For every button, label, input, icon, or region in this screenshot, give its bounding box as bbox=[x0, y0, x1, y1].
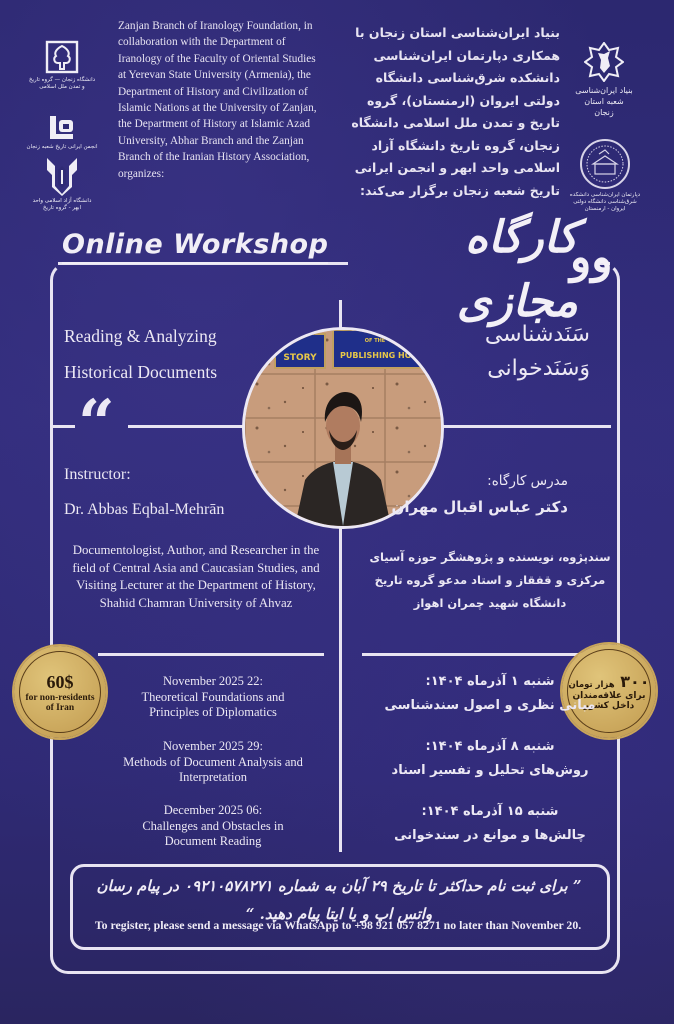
instructor-fa-name: دکتر عباس اقبال مهران bbox=[391, 498, 568, 516]
title-decorative-comma: وو bbox=[570, 232, 613, 283]
subtitle-persian bbox=[440, 318, 590, 386]
logo-caption: دپارتمان ایران‌شناسی دانشکده شرق‌شناسی دانشگاه دولتی ایروان - ارمنستان bbox=[569, 192, 641, 212]
fee-international-amount: 60$ bbox=[46, 671, 74, 692]
subtitle-fa-line1: سَنَدشناسی bbox=[484, 322, 590, 347]
organizers-english: Zanjan Branch of Iranology Foundation, in collaboration with the Department of Iranology of the Faculty of Oriental Studies at Yerevan State University (Armenia), the Department of History and Civilization of Islamic Nations at the University of Zanjan, the Department of History at Islamic Azad University, Abhar Branch and the Zanjan Branch of the Iranian History Association, organizes: bbox=[118, 20, 317, 180]
logo-iranology-foundation bbox=[574, 42, 634, 118]
logo-caption: دانشگاه آزاد اسلامی واحد ابهر - گروه تاریخ bbox=[32, 198, 92, 211]
registration-english: To register, please send a message via WhatsApp to +98 921 057 8271 no later than November 20. bbox=[94, 918, 582, 932]
instructor-persian bbox=[348, 468, 568, 520]
instructor-bio: Documentologist, Author, and Researcher in the field of Central Asia and Caucasian Studies, and Visiting Lecturer at the Department of History, Shahid Chamran University of Ahvaz bbox=[72, 543, 320, 610]
session-fa-2 bbox=[360, 735, 620, 783]
fee-domestic-amount: ۳۰۰ bbox=[620, 671, 650, 691]
center-divider-lower bbox=[339, 524, 342, 852]
divider-left-sessions bbox=[98, 653, 324, 656]
subtitle-fa-line2: وَسَنَدخوانی bbox=[487, 356, 590, 381]
fee-domestic-line1: برای علاقه‌مندان bbox=[572, 690, 646, 701]
instructor-label: Instructor: bbox=[64, 466, 131, 483]
session-en-3 bbox=[88, 803, 338, 850]
session-topic: مبانی نظری و اصول سندشناسی bbox=[384, 698, 596, 713]
session-date: November 2025 29: bbox=[163, 739, 263, 753]
title-english: Online Workshop bbox=[62, 228, 328, 264]
divider-right-upper bbox=[436, 425, 611, 428]
sign-left-text: STORY bbox=[283, 353, 317, 363]
session-fa-1 bbox=[360, 670, 620, 718]
session-en-1 bbox=[88, 674, 338, 721]
session-date: شنبه ۱۵ آذرماه ۱۴۰۴: bbox=[421, 804, 559, 819]
subtitle-en-line1: Reading & Analyzing bbox=[64, 326, 217, 346]
quote-mark-icon: “ bbox=[78, 386, 115, 461]
instructor-fa-bio: سندپژوه، نویسنده و پژوهشگر حوزه آسیای مرکزی و قفقاز و استاد مدعو گروه تاریخ دانشگاه شهید چمران اهواز bbox=[369, 550, 611, 610]
logo-yerevan-state-university bbox=[570, 138, 640, 213]
session-topic: Challenges and Obstacles in Document Reading bbox=[142, 818, 284, 848]
divider-right-sessions bbox=[362, 653, 588, 656]
session-date: شنبه ۸ آذرماه ۱۴۰۴: bbox=[425, 739, 555, 754]
sign-right-top-text: OF THE bbox=[364, 338, 386, 344]
session-topic: چالش‌ها و موانع در سندخوانی bbox=[394, 828, 586, 843]
divider-left-after-quote bbox=[128, 425, 246, 428]
sign-right-text: PUBLISHING HOU bbox=[339, 351, 419, 360]
logo-caption: دانشگاه زنجان — گروه تاریخ و تمدن ملل اسلامی bbox=[28, 77, 96, 90]
title-persian: کارگاه مجازی bbox=[456, 212, 578, 327]
subtitle-english bbox=[64, 318, 217, 390]
registration-persian: ” برای ثبت نام حداکثر تا تاریخ ۲۹ آبان به شماره ۰۹۲۱۰۵۷۸۲۷۱ در پیام رسان واتس اپ و یا ایتا پیام دهید. “ bbox=[96, 877, 582, 923]
session-date: December 2025 06: bbox=[163, 803, 263, 817]
logo-islamic-azad-university bbox=[30, 156, 94, 212]
session-en-2 bbox=[88, 739, 338, 786]
yerevan-state-university-seal-icon bbox=[579, 138, 631, 190]
center-divider-upper bbox=[339, 300, 342, 328]
fee-domestic-line2: داخل کشور bbox=[583, 700, 635, 711]
university-of-zanjan-icon bbox=[45, 40, 79, 74]
logo-caption: بنیاد ایران‌شناسی شعبه استان زنجان bbox=[575, 86, 633, 117]
logo-iranian-history-association bbox=[26, 112, 98, 151]
fee-domestic-unit: هزار تومان bbox=[568, 679, 615, 690]
islamic-azad-university-icon bbox=[45, 156, 79, 196]
logo-caption: انجمن ایرانی تاریخ شعبه زنجان bbox=[26, 144, 98, 150]
session-topic: Theoretical Foundations and Principles of Diplomatics bbox=[141, 689, 285, 719]
instructor-name: Dr. Abbas Eqbal-Mehrān bbox=[64, 501, 225, 518]
organizers-persian: بنیاد ایران‌شناسی استان زنجان با همکاری دپارتمان ایران‌شناسی دانشکده شرق‌شناسی دانشگاه دولتی ایروان (ارمنستان)، گروه تاریخ و تمدن ملل اسلامی دانشگاه زنجان، گروه تاریخ دانشگاه آزاد اسلامی واحد ابهر و انجمن ایرانی تاریخ شعبه زنجان برگزار می‌کند: bbox=[351, 25, 560, 198]
fee-international-line1: for non-residents bbox=[25, 692, 95, 703]
iranian-history-association-icon bbox=[47, 112, 77, 142]
logo-university-of-zanjan bbox=[28, 40, 96, 91]
session-fa-3 bbox=[360, 800, 620, 848]
instructor-fa-label: مدرس کارگاه: bbox=[487, 473, 568, 489]
subtitle-en-line2: Historical Documents bbox=[64, 362, 218, 382]
session-date: شنبه ۱ آذرماه ۱۴۰۴: bbox=[425, 674, 555, 689]
fee-international-line2: of Iran bbox=[45, 702, 75, 713]
divider-left-quote bbox=[53, 425, 75, 428]
session-topic: Methods of Document Analysis and Interpretation bbox=[123, 754, 303, 784]
iranology-foundation-icon bbox=[584, 42, 624, 82]
session-date: November 2025 22: bbox=[163, 674, 263, 688]
session-topic: روش‌های تحلیل و تفسیر اسناد bbox=[391, 763, 589, 778]
